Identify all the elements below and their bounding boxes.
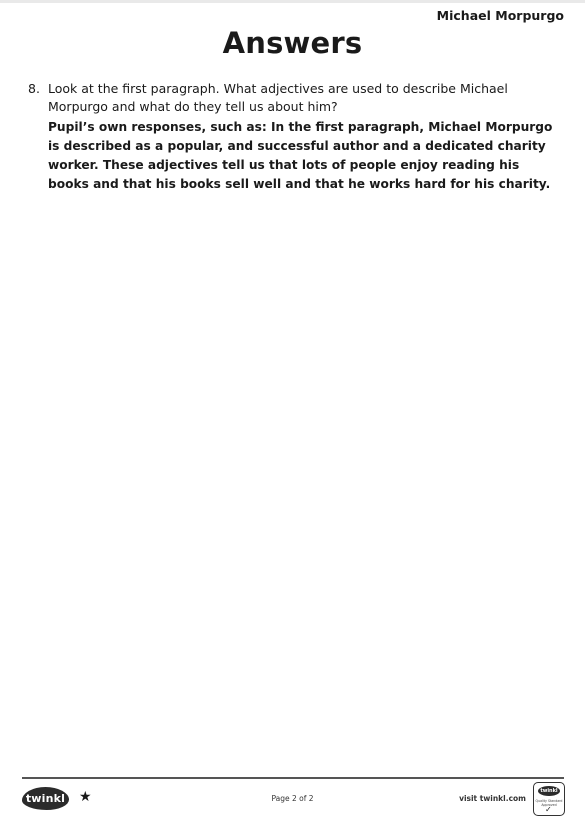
top-rule [0, 0, 585, 3]
question-block [28, 80, 560, 194]
footer-rule [22, 777, 564, 779]
check-icon: ✓ [545, 805, 552, 814]
page-number: Page 2 of 2 [271, 794, 314, 803]
answer-text: Pupil’s own responses, such as: In the first paragraph, Michael Morpurgo is described as a popular, and successful author and a dedicated charity worker. These adjectives tell us that lots of people enjoy reading his books and that his books sell well and that he works hard for his charity. [48, 120, 553, 191]
twinkl-logo: twinkl [22, 787, 69, 810]
document-header-title: Michael Morpurgo [436, 8, 564, 23]
question-number: 8. [28, 81, 40, 96]
badge-text: Quality Standard Approved [535, 799, 563, 807]
page-title: Answers [222, 26, 363, 60]
badge-logo: twinkl [538, 786, 560, 796]
quality-badge [533, 782, 565, 816]
question-text: Look at the first paragraph. What adjectives are used to describe Michael Morpurgo and what do they tell us about him? [48, 81, 508, 114]
site-link[interactable]: visit twinkl.com [459, 794, 526, 803]
star-icon: ★ [79, 789, 92, 805]
